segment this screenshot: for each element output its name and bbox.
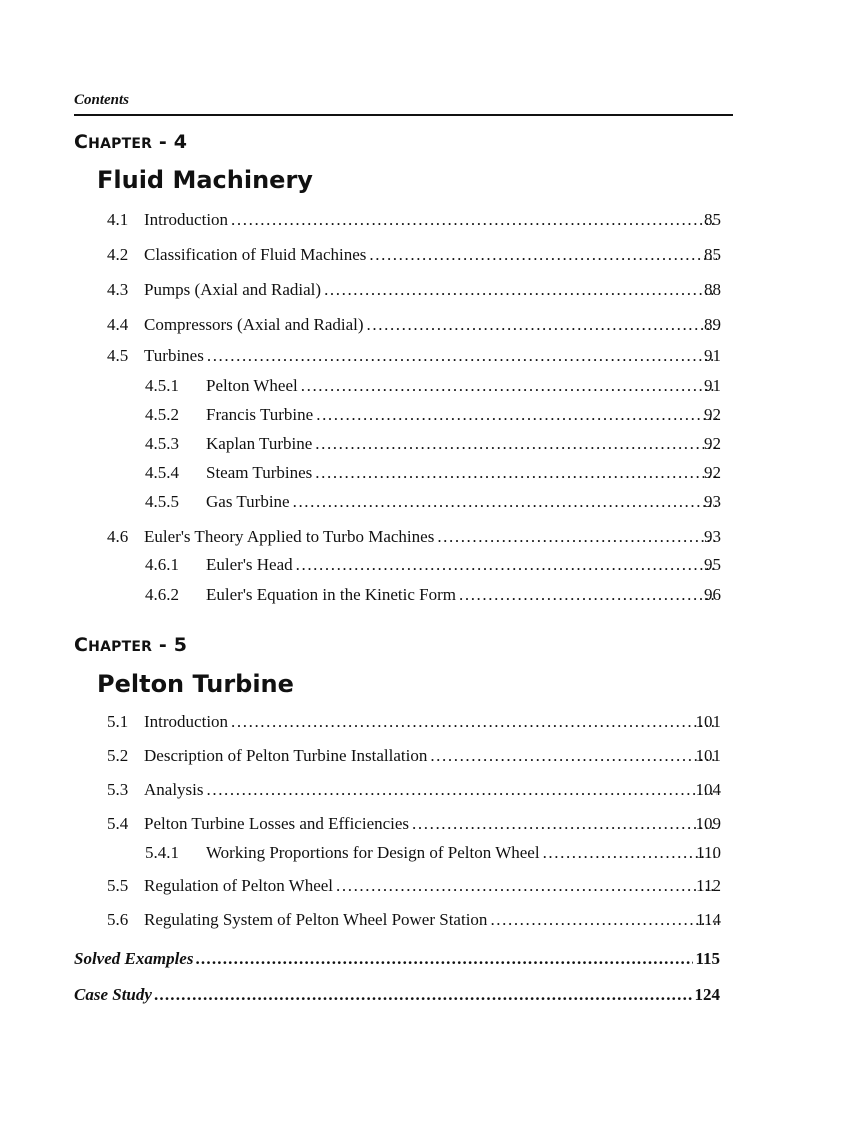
toc-entry-4-5-2[interactable]: [0, 403, 850, 427]
entry-number: 4.3: [107, 280, 129, 299]
entry-number: 4.5.2: [145, 405, 179, 424]
entry-number: 5.3: [107, 780, 129, 799]
entry-number: 4.6: [107, 527, 129, 546]
entry-page: 91: [704, 346, 721, 365]
entry-number: 4.6.2: [145, 585, 179, 604]
entry-number: 4.5: [107, 346, 129, 365]
entry-page: 109: [695, 814, 721, 833]
entry-title: Case Study: [74, 985, 152, 1004]
entry-page: 88: [704, 280, 721, 299]
toc-entry-5-6[interactable]: [0, 908, 850, 932]
entry-title: Regulating System of Pelton Wheel Power Station: [144, 910, 488, 929]
toc-entry-4-6-2[interactable]: [0, 583, 850, 607]
entry-title: Euler's Theory Applied to Turbo Machines: [144, 527, 435, 546]
entry-number: 4.5.4: [145, 463, 179, 482]
toc-entry-4-5[interactable]: [0, 344, 850, 368]
toc-entry-5-4[interactable]: [0, 812, 850, 836]
toc-entry-solved-examples[interactable]: [74, 947, 720, 971]
entry-page: 85: [704, 210, 721, 229]
toc-entry-5-2[interactable]: [0, 744, 850, 768]
entry-page: 92: [704, 463, 721, 482]
entry-number: 4.5.3: [145, 434, 179, 453]
toc-entry-5-5[interactable]: [0, 874, 850, 898]
entry-page: 110: [696, 843, 721, 862]
toc-entry-5-4-1[interactable]: [0, 841, 850, 865]
entry-title: Solved Examples: [74, 949, 194, 968]
entry-title: Compressors (Axial and Radial): [144, 315, 364, 334]
entry-number: 4.1: [107, 210, 129, 229]
toc-entry-5-1[interactable]: [0, 710, 850, 734]
toc-entry-4-3[interactable]: [0, 278, 850, 302]
entry-title: Introduction: [144, 712, 229, 731]
entry-page: 112: [696, 876, 721, 895]
entry-number: 4.2: [107, 245, 129, 264]
header-rule: [74, 114, 733, 116]
entry-page: 96: [704, 585, 721, 604]
entry-page: 92: [704, 405, 721, 424]
entry-title: Gas Turbine: [206, 492, 290, 511]
entry-title: Working Proportions for Design of Pelton Wheel: [206, 843, 540, 862]
entry-title: Introduction: [144, 210, 229, 229]
entry-title: Turbines: [144, 346, 204, 365]
entry-page: 95: [704, 555, 721, 574]
entry-page: 85: [704, 245, 721, 264]
toc-entry-4-5-4[interactable]: [0, 461, 850, 485]
entry-title: Euler's Equation in the Kinetic Form: [206, 585, 456, 604]
toc-entry-4-6[interactable]: [0, 525, 850, 549]
entry-title: Kaplan Turbine: [206, 434, 313, 453]
entry-number: 5.2: [107, 746, 129, 765]
entry-number: 5.4: [107, 814, 129, 833]
entry-title: Francis Turbine: [206, 405, 314, 424]
toc-entry-4-1[interactable]: [0, 208, 850, 232]
header-label: Contents: [74, 92, 130, 108]
entry-number: 4.4: [107, 315, 129, 334]
entry-title: Pelton Turbine Losses and Efficiencies: [144, 814, 410, 833]
chapter-4-label: CHAPTER - 4: [74, 131, 188, 153]
entry-page: 93: [704, 492, 721, 511]
toc-entry-5-3[interactable]: [0, 778, 850, 802]
entry-number: 5.1: [107, 712, 129, 731]
entry-page: 89: [704, 315, 721, 334]
entry-title: Analysis: [144, 780, 204, 799]
entry-title: Pumps (Axial and Radial): [144, 280, 322, 299]
entry-title: Description of Pelton Turbine Installation: [144, 746, 428, 765]
chapter-4-title: Fluid Machinery: [97, 166, 313, 194]
toc-entry-4-6-1[interactable]: [0, 553, 850, 577]
toc-entry-4-5-5[interactable]: [0, 490, 850, 514]
entry-page: 114: [696, 910, 721, 929]
entry-number: 4.6.1: [145, 555, 179, 574]
entry-page: 91: [704, 376, 721, 395]
entry-title: Classification of Fluid Machines: [144, 245, 367, 264]
entry-page: 104: [695, 780, 721, 799]
chapter-5-label: CHAPTER - 5: [74, 634, 188, 656]
entry-title: Euler's Head: [206, 555, 293, 574]
entry-page: 115: [695, 949, 720, 968]
entry-title: Steam Turbines: [206, 463, 313, 482]
toc-entry-4-2[interactable]: [0, 243, 850, 267]
toc-entry-4-4[interactable]: [0, 313, 850, 337]
entry-number: 5.6: [107, 910, 129, 929]
chapter-5-title: Pelton Turbine: [97, 670, 294, 698]
entry-page: 101: [695, 746, 721, 765]
toc-entry-4-5-3[interactable]: [0, 432, 850, 456]
toc-entry-4-5-1[interactable]: [0, 374, 850, 398]
entry-number: 4.5.1: [145, 376, 179, 395]
entry-page: 93: [704, 527, 721, 546]
entry-title: Regulation of Pelton Wheel: [144, 876, 334, 895]
entry-page: 124: [694, 985, 720, 1004]
toc-entry-case-study[interactable]: [74, 983, 720, 1007]
entry-number: 4.5.5: [145, 492, 179, 511]
entry-page: 92: [704, 434, 721, 453]
entry-number: 5.5: [107, 876, 129, 895]
entry-number: 5.4.1: [145, 843, 179, 862]
entry-title: Pelton Wheel: [206, 376, 298, 395]
entry-page: 101: [695, 712, 721, 731]
